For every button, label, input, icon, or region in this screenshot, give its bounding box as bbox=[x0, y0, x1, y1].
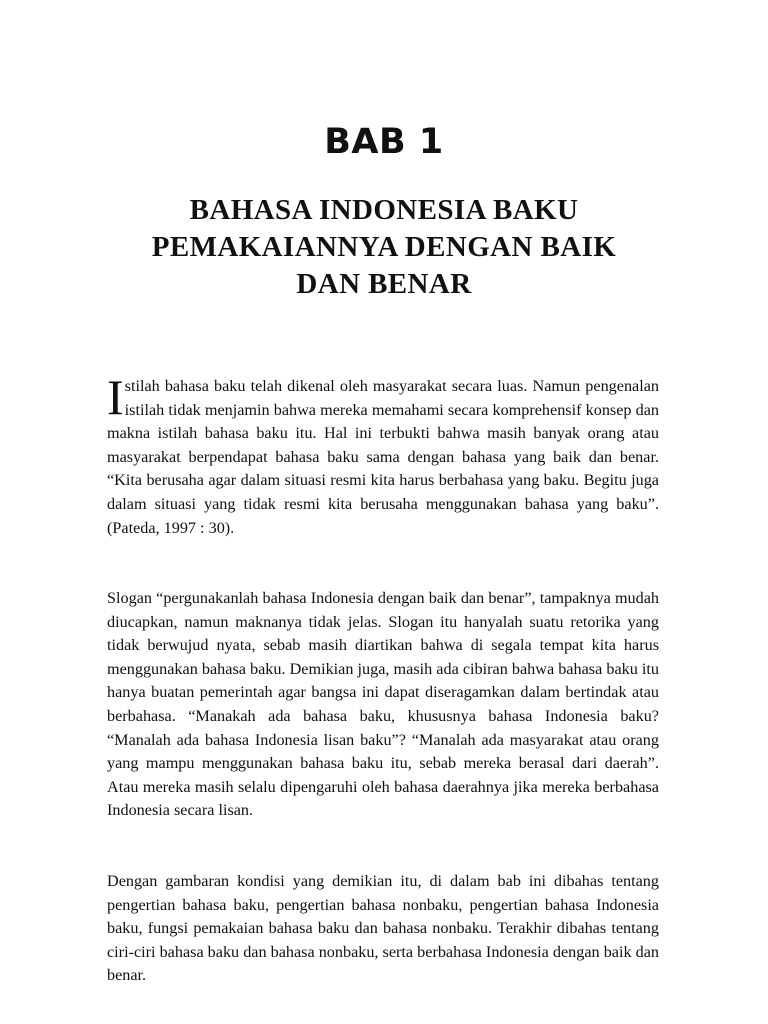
chapter-title-line: DAN BENAR bbox=[296, 268, 472, 300]
body-paragraph-3: Dengan gambaran kondisi yang demikian itu, di dalam bab ini dibahas tentang pengertian bahasa baku, pengertian bahasa nonbaku, pengertian bahasa Indonesia baku, fungsi pemakaian bahasa baku dan bahasa nonbaku. Terakhir dibahas tentang ciri-ciri bahasa baku dan bahasa nonbaku, serta berbahasa Indonesia dengan baik dan benar. bbox=[107, 872, 659, 985]
body-paragraph-2: Slogan “pergunakanlah bahasa Indonesia dengan baik dan benar”, tampaknya mudah diucapkan, namun maknanya tidak jelas. Slogan itu hanyalah suatu retorika yang tidak berwujud nyata, sebab masih diartikan bahwa di segala tempat kita harus menggunakan bahasa baku. Demikian juga, masih ada cibiran bahwa bahasa baku itu hanya buatan pemerintah agar bangsa ini dapat diseragamkan dalam bertindak atau berbahasa. “Manakah ada bahasa baku, khususnya bahasa Indonesia baku? “Manalah ada bahasa Indonesia lisan baku”? “Manalah ada masyarakat atau orang yang mampu menggunakan bahasa baku itu, sebab mereka berasal dari daerah”. Atau mereka masih selalu dipengaruhi oleh bahasa daerahnya jika mereka berbahasa Indonesia secara lisan. bbox=[107, 589, 659, 820]
chapter-title-line: PEMAKAIANNYA DENGAN BAIK bbox=[151, 231, 617, 263]
chapter-title-line: BAHASA INDONESIA BAKU bbox=[189, 194, 579, 226]
drop-cap-letter: I bbox=[107, 369, 124, 425]
chapter-title bbox=[100, 192, 668, 303]
paragraph-text: stilah bahasa baku telah dikenal oleh masyarakat secara luas. Namun pengenalan istilah tidak menjamin bahwa mereka memahami secara komprehensif konsep dan makna istilah bahasa baku itu. Hal ini terbukti bahwa masih banyak orang atau masyarakat berpendapat bahasa baku sama dengan bahasa yang baik dan benar. “Kita berusaha agar dalam situasi resmi kita harus berbahasa yang baku. Begitu juga dalam situasi yang tidak resmi kita berusaha menggunakan bahasa yang baku”. (Pateda, 1997 : 30). bbox=[107, 377, 659, 537]
body-paragraph-1 bbox=[107, 369, 659, 540]
chapter-label: BAB 1 bbox=[324, 122, 444, 162]
